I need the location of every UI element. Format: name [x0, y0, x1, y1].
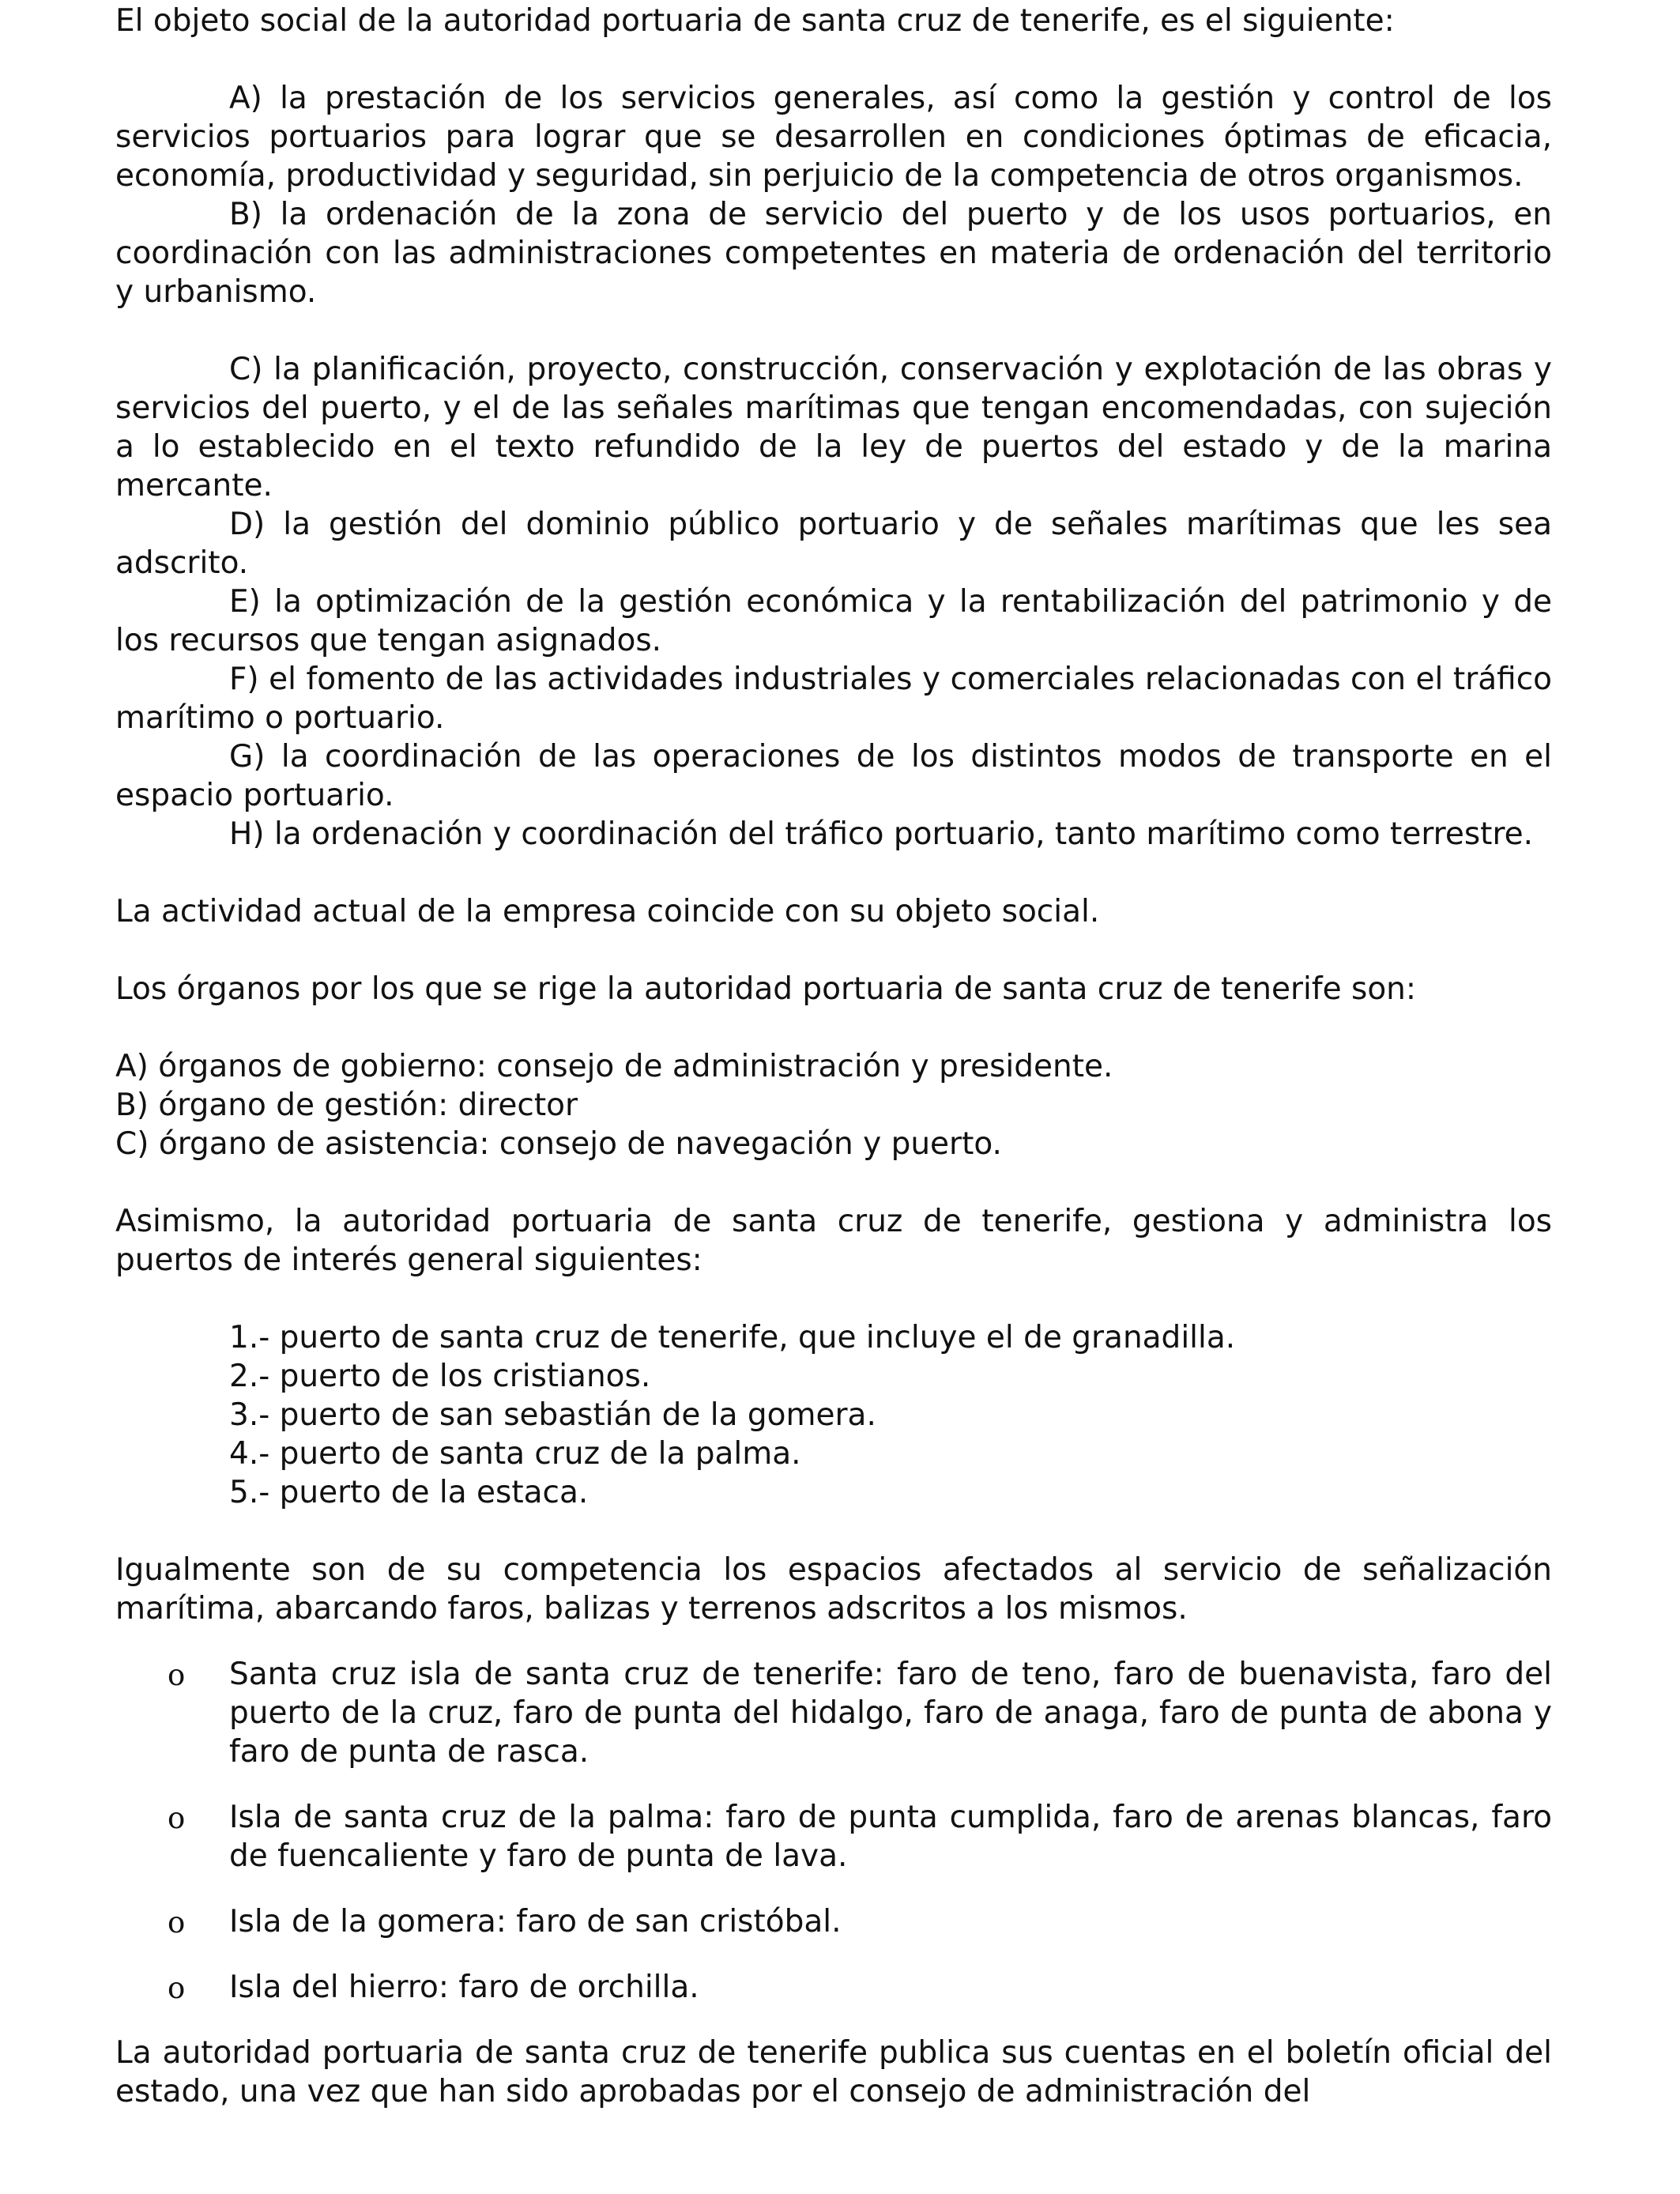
port-item: 4.- puerto de santa cruz de la palma.	[229, 1436, 801, 1472]
object-item-b: B) la ordenación de la zona de servicio del puerto y de los usos portuarios, en coordinación con las administraciones competentes en materia de ordenación del territorio y urbanismo.	[115, 197, 1552, 310]
port-item: 2.- puerto de los cristianos.	[229, 1359, 651, 1394]
bullet-circle-icon: o	[168, 1906, 186, 1940]
organ-item: C) órgano de asistencia: consejo de navegación y puerto.	[115, 1126, 1002, 1162]
lighthouse-item	[115, 1798, 1552, 1875]
lighthouse-item	[115, 1968, 1552, 2007]
bullet-circle-icon: o	[168, 1658, 186, 1692]
document-page	[115, 0, 1552, 2111]
ports-intro-paragraph: Asimismo, la autoridad portuaria de santa cruz de tenerife, gestiona y administra los puertos de interés general siguientes:	[115, 1204, 1552, 1278]
port-item: 3.- puerto de san sebastián de la gomera.	[229, 1397, 876, 1433]
lighthouses-intro-paragraph: Igualmente son de su competencia los espacios afectados al servicio de señalización marítima, abarcando faros, balizas y terrenos adscritos a los mismos.	[115, 1552, 1552, 1627]
object-item-c: C) la planificación, proyecto, construcción, conservación y explotación de las obras y servicios del puerto, y el de las señales marítimas que tengan encomendadas, con sujeción a lo establecido en el texto refundido de la ley de puertos del estado y de la marina mercante.	[115, 352, 1552, 503]
bullet-circle-icon: o	[168, 1971, 186, 2005]
closing-paragraph: La autoridad portuaria de santa cruz de tenerife publica sus cuentas en el boletín oficial del estado, una vez que han sido aprobadas por el consejo de administración del	[115, 2035, 1552, 2109]
organ-item: B) órgano de gestión: director	[115, 1088, 578, 1123]
organs-intro-paragraph: Los órganos por los que se rige la autoridad portuaria de santa cruz de tenerife son:	[115, 971, 1417, 1007]
object-item-g: G) la coordinación de las operaciones de los distintos modos de transporte en el espacio portuario.	[115, 739, 1552, 813]
activity-paragraph: La actividad actual de la empresa coincide con su objeto social.	[115, 894, 1100, 929]
lighthouse-item-text: Isla del hierro: faro de orchilla.	[229, 1970, 699, 2005]
lighthouse-item	[115, 1902, 1552, 1941]
lighthouse-item-text: Isla de la gomera: faro de san cristóbal.	[229, 1904, 842, 1940]
object-item-a: A) la prestación de los servicios generales, así como la gestión y control de los servicios portuarios para lograr que se desarrollen en condiciones óptimas de eficacia, economía, productividad y seguridad, sin perjuicio de la competencia de otros organismos.	[115, 81, 1552, 194]
intro-paragraph: El objeto social de la autoridad portuaria de santa cruz de tenerife, es el siguiente:	[115, 3, 1395, 39]
port-item: 5.- puerto de la estaca.	[229, 1475, 589, 1510]
object-item-f: F) el fomento de las actividades industriales y comerciales relacionadas con el tráfico marítimo o portuario.	[115, 662, 1552, 736]
organ-item: A) órganos de gobierno: consejo de administración y presidente.	[115, 1049, 1113, 1084]
lighthouse-item	[115, 1655, 1552, 1771]
lighthouse-list	[115, 1655, 1552, 2007]
bullet-circle-icon: o	[168, 1801, 186, 1835]
object-item-h: H) la ordenación y coordinación del tráfico portuario, tanto marítimo como terrestre.	[229, 816, 1534, 852]
port-item: 1.- puerto de santa cruz de tenerife, que incluye el de granadilla.	[229, 1320, 1236, 1355]
object-item-e: E) la optimización de la gestión económica y la rentabilización del patrimonio y de los recursos que tengan asignados.	[115, 584, 1552, 658]
object-item-d: D) la gestión del dominio público portuario y de señales marítimas que les sea adscrito.	[115, 507, 1552, 581]
lighthouse-item-text: Isla de santa cruz de la palma: faro de punta cumplida, faro de arenas blancas, faro de fuencaliente y faro de punta de lava.	[229, 1800, 1552, 1874]
lighthouse-item-text: Santa cruz isla de santa cruz de tenerife: faro de teno, faro de buenavista, faro del puerto de la cruz, faro de punta del hidalgo, faro de anaga, faro de punta de abona y faro de punta de rasca.	[229, 1657, 1552, 1770]
